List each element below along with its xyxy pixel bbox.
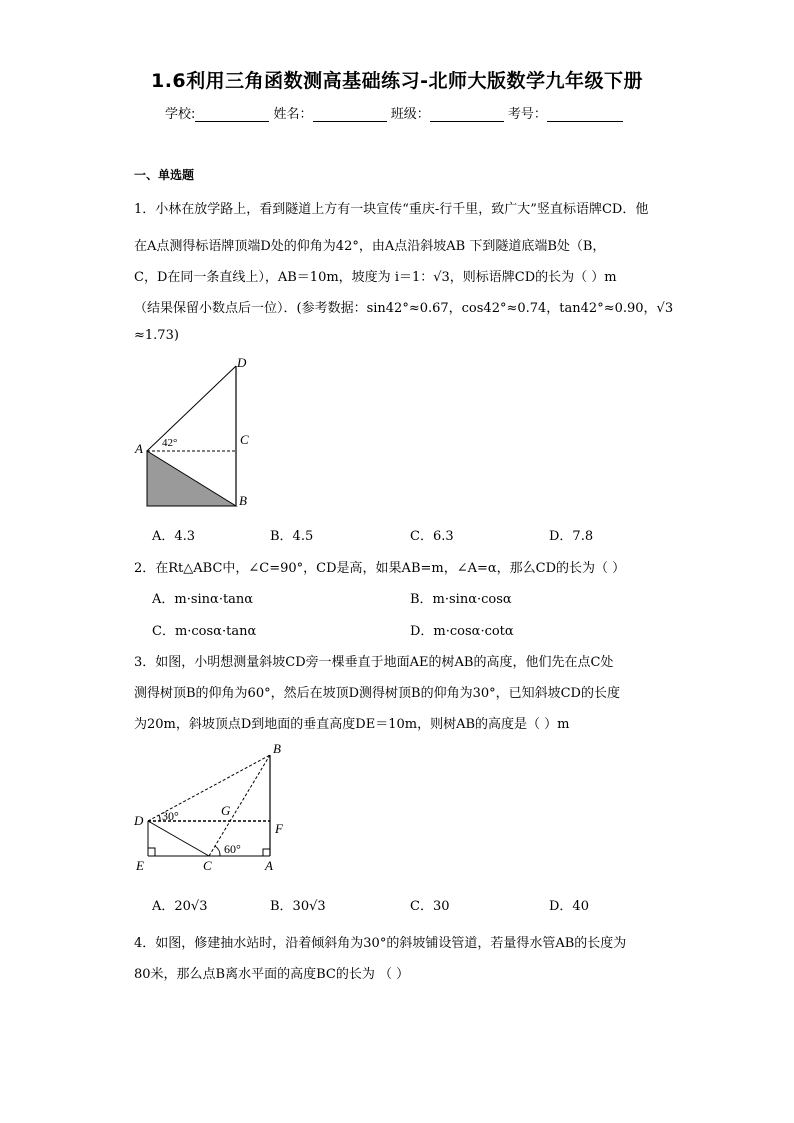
q3-line-3: 为20m，斜坡顶点D到地面的垂直高度DE＝10m，则树AB的高度是（ ）m — [134, 717, 570, 732]
q4-line-1: 4．如图，修建抽水站时，沿着倾斜角为30°的斜坡铺设管道，若量得水管AB的长度为 — [134, 936, 627, 951]
exam-number-blank[interactable] — [547, 107, 623, 122]
student-info-row — [165, 103, 623, 122]
q1-option-b[interactable]: B．4.5 — [270, 529, 314, 544]
page-title: 1.6利用三角函数测高基础练习-北师大版数学九年级下册 — [150, 70, 644, 92]
q1-line-3: C，D在同一条直线上），AB＝10m，坡度为 i＝1：√3，则标语牌CD的长为（ ）m — [134, 270, 617, 285]
q1-label-B: B — [239, 493, 247, 508]
q1-figure — [128, 355, 268, 515]
exam-number-label: 考号： — [507, 107, 547, 122]
q3-option-a[interactable]: A．20√3 — [152, 899, 208, 914]
section-heading: 一、单选题 — [134, 168, 195, 182]
q2-option-c[interactable]: C．m·cosα·tanα — [152, 624, 257, 639]
q3-line-1: 3．如图，小明想测量斜坡CD旁一棵垂直于地面AE的树AB的高度，他们先在点C处 — [134, 655, 614, 670]
school-label: 学校: — [165, 107, 196, 122]
q3-label-B: B — [273, 741, 281, 756]
q2-option-d[interactable]: D．m·cosα·cotα — [410, 624, 514, 639]
class-label: 班级： — [390, 107, 430, 122]
class-blank[interactable] — [430, 107, 504, 122]
name-blank[interactable] — [313, 107, 387, 122]
q1-label-D: D — [237, 355, 247, 370]
q3-angle-label-d: 30° — [162, 809, 179, 823]
q1-line-2: 在A点测得标语牌顶端D处的仰角为42°，由A点沿斜坡AB 下到隧道底端B处（B， — [134, 239, 606, 254]
q3-line-CB — [209, 755, 270, 856]
q1-option-c[interactable]: C．6.3 — [410, 529, 454, 544]
q1-label-A: A — [135, 441, 143, 456]
name-label: 姓名： — [273, 107, 313, 122]
q3-right-angle-A — [263, 849, 270, 856]
q1-option-a[interactable]: A．4.3 — [152, 529, 196, 544]
q3-figure — [128, 740, 298, 875]
q3-option-c[interactable]: C．30 — [410, 899, 450, 914]
q3-label-F: F — [275, 821, 283, 836]
q3-angle-label-c: 60° — [224, 842, 241, 856]
q3-slope-DC — [148, 821, 209, 856]
q2-option-b[interactable]: B．m·sinα·cosα — [410, 592, 512, 607]
q1-line-5: ≈1.73) — [134, 328, 179, 343]
q3-angle-arc-c — [215, 846, 220, 856]
q3-label-G: G — [221, 803, 231, 818]
school-blank[interactable] — [195, 107, 269, 122]
q3-label-C: C — [203, 858, 212, 873]
q3-right-angle-E — [148, 848, 155, 856]
q1-line-4: （结果保留小数点后一位）．(参考数据：sin42°≈0.67，cos42°≈0.74，tan42°≈0.90，√3 — [134, 301, 674, 316]
q1-slope-shade — [147, 451, 236, 506]
q3-option-d[interactable]: D．40 — [549, 899, 589, 914]
q2-stem: 2．在Rt△ABC中，∠C=90°，CD是高，如果AB=m，∠A=α，那么CD的长为（ ） — [134, 561, 626, 576]
q2-option-a[interactable]: A．m·sinα·tanα — [152, 592, 254, 607]
q3-option-b[interactable]: B．30√3 — [270, 899, 326, 914]
q3-label-A: A — [265, 858, 273, 873]
q3-label-E: E — [136, 858, 144, 873]
q1-line-1: 1．小林在放学路上，看到隧道上方有一块宣传“重庆-行千里，致广大”竖直标语牌CD．他 — [134, 202, 649, 217]
q1-label-C: C — [240, 432, 249, 447]
q1-angle-label: 42° — [162, 437, 178, 449]
q3-angle-arc-d — [159, 815, 160, 821]
q1-option-d[interactable]: D．7.8 — [549, 529, 594, 544]
q3-label-D: D — [134, 813, 144, 828]
q1-line-AD — [147, 366, 236, 451]
q4-line-2: 80米，那么点B离水平面的高度BC的长为 （ ） — [134, 967, 410, 982]
q3-line-2: 测得树顶B的仰角为60°，然后在坡顶D测得树顶B的仰角为30°，已知斜坡CD的长度 — [134, 686, 620, 701]
